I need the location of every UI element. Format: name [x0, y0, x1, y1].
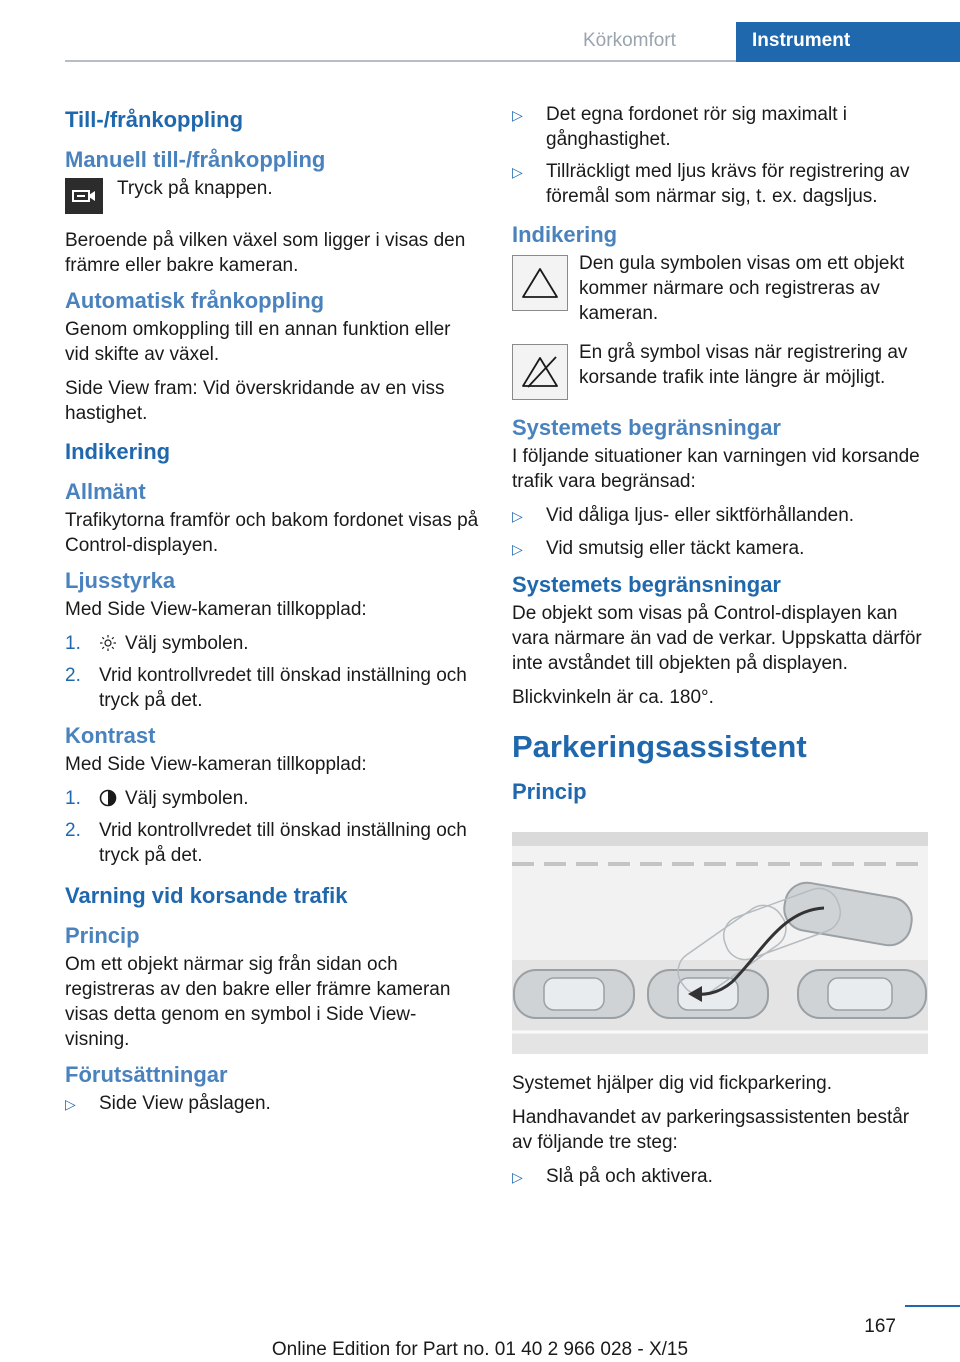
- list-item: [512, 102, 930, 152]
- step-text: Välj symbolen.: [125, 788, 249, 809]
- contrast-icon: [99, 789, 117, 807]
- warning-triangle-crossed-icon: [512, 344, 568, 400]
- right-column: [512, 102, 930, 1199]
- step-text: Vrid kontrollvredet till önskad inställning och tryck på det.: [99, 665, 467, 711]
- heading-begransningar-2: Systemets begränsningar: [512, 572, 781, 597]
- heading-princip-left: Princip: [65, 923, 140, 948]
- forut-list-right: [512, 102, 930, 209]
- list-item: [512, 503, 930, 529]
- left-column: [65, 102, 480, 1126]
- step-number: 2.: [65, 820, 81, 841]
- bullet-triangle-icon: ▷: [512, 508, 523, 524]
- list-item: [65, 786, 480, 811]
- heading-manuell: Manuell till-/frånkoppling: [65, 147, 326, 172]
- list-item: [65, 818, 480, 868]
- heading-indikering-right: Indikering: [512, 222, 618, 247]
- brightness-icon: [99, 634, 117, 652]
- tryck-text: Tryck på knappen.: [117, 178, 273, 199]
- list-item-text: Vid smutsig eller täckt kamera.: [546, 538, 805, 559]
- ljus-intro: Med Side View-kameran tillkopplad:: [65, 599, 367, 620]
- step-text: Välj symbolen.: [125, 633, 249, 654]
- kontrast-steps: [65, 786, 480, 868]
- grey-symbol-row: [512, 340, 930, 400]
- camera-button-icon: [65, 178, 103, 214]
- heading-parkeringsassistent: Parkeringsassistent: [512, 729, 807, 764]
- begransningar-list: [512, 503, 930, 562]
- heading-till-frankoppling: Till-/frånkoppling: [65, 107, 244, 132]
- header-section: Körkomfort: [583, 30, 676, 51]
- begransningar-1-paragraph: I följande situationer kan varningen vid korsande trafik vara begränsad:: [512, 446, 920, 492]
- allmant-paragraph: Trafikytorna framför och bakom fordonet visas på Control-displayen.: [65, 510, 479, 556]
- bullet-triangle-icon: ▷: [65, 1096, 76, 1112]
- beroende-text: Beroende på vilken växel som ligger i visas den främre eller bakre kameran.: [65, 230, 466, 276]
- step-number: 1.: [65, 788, 81, 809]
- forut-list-left: [65, 1091, 480, 1117]
- list-item-text: Slå på och aktivera.: [546, 1166, 713, 1187]
- heading-kontrast: Kontrast: [65, 723, 156, 748]
- heading-ljusstyrka: Ljusstyrka: [65, 568, 176, 593]
- begransningar-2-paragraph: De objekt som visas på Control-displayen kan vara närmare än vad de verkar. Uppskatta därför inte avståndet till objekten på displayen.: [512, 603, 922, 674]
- princip-paragraph: Om ett objekt närmar sig från sidan och registreras av den bakre eller främre kameran visas detta genom en symbol i Side View-visning.: [65, 954, 451, 1050]
- grey-symbol-text: En grå symbol visas när registrering av korsande trafik inte längre är möjligt.: [579, 342, 908, 388]
- list-item: [512, 1164, 930, 1190]
- header-tab: Instrument: [736, 22, 960, 62]
- list-item-text: Det egna fordonet rör sig maximalt i gånghastighet.: [546, 104, 847, 150]
- step-number: 1.: [65, 633, 81, 654]
- yellow-symbol-text: Den gula symbolen visas om ett objekt kommer närmare och registreras av kameran.: [579, 253, 905, 324]
- handhavande-text: Handhavandet av parkeringsassistenten består av följande tre steg:: [512, 1107, 910, 1153]
- list-item-text: Vid dåliga ljus- eller siktförhållanden.: [546, 505, 855, 526]
- heading-indikering: Indikering: [65, 439, 171, 464]
- parking-illustration: [512, 832, 928, 1054]
- blickvinkel-text: Blickvinkeln är ca. 180°.: [512, 687, 714, 708]
- list-item: [65, 1091, 480, 1117]
- heading-varning: Varning vid korsande trafik: [65, 883, 348, 908]
- ljus-steps: [65, 631, 480, 713]
- page-number: 167: [864, 1316, 896, 1337]
- kontrast-intro: Med Side View-kameran tillkopplad:: [65, 754, 367, 775]
- list-item: [65, 631, 480, 656]
- auto-paragraph-1: Genom omkoppling till en annan funktion eller vid skifte av växel.: [65, 319, 451, 365]
- heading-allmant: Allmänt: [65, 479, 146, 504]
- heading-automatisk: Automatisk frånkoppling: [65, 288, 325, 313]
- list-item-text: Side View påslagen.: [99, 1093, 271, 1114]
- step-number: 2.: [65, 665, 81, 686]
- list-item: [512, 536, 930, 562]
- button-instruction: [65, 176, 480, 214]
- bullet-triangle-icon: ▷: [512, 107, 523, 123]
- footer-rule: [905, 1305, 960, 1307]
- bullet-triangle-icon: ▷: [512, 1169, 523, 1185]
- warning-triangle-icon: [512, 255, 568, 311]
- list-item: [65, 663, 480, 713]
- heading-forutsattningar: Förutsättningar: [65, 1062, 228, 1087]
- system-text: Systemet hjälper dig vid fickparkering.: [512, 1073, 832, 1094]
- list-item-text: Tillräckligt med ljus krävs för registrering av föremål som närmar sig, t. ex. dagsljus.: [546, 161, 910, 207]
- park-steps: [512, 1164, 930, 1190]
- bullet-triangle-icon: ▷: [512, 541, 523, 557]
- footer-edition: Online Edition for Part no. 01 40 2 966 028 - X/15: [271, 1339, 689, 1360]
- step-text: Vrid kontrollvredet till önskad inställning och tryck på det.: [99, 820, 467, 866]
- bullet-triangle-icon: ▷: [512, 164, 523, 180]
- list-item: [512, 159, 930, 209]
- heading-princip-right: Princip: [512, 779, 587, 804]
- auto-paragraph-2: Side View fram: Vid överskridande av en viss hastighet.: [65, 378, 445, 424]
- heading-begransningar-1: Systemets begränsningar: [512, 415, 781, 440]
- yellow-symbol-row: [512, 251, 930, 326]
